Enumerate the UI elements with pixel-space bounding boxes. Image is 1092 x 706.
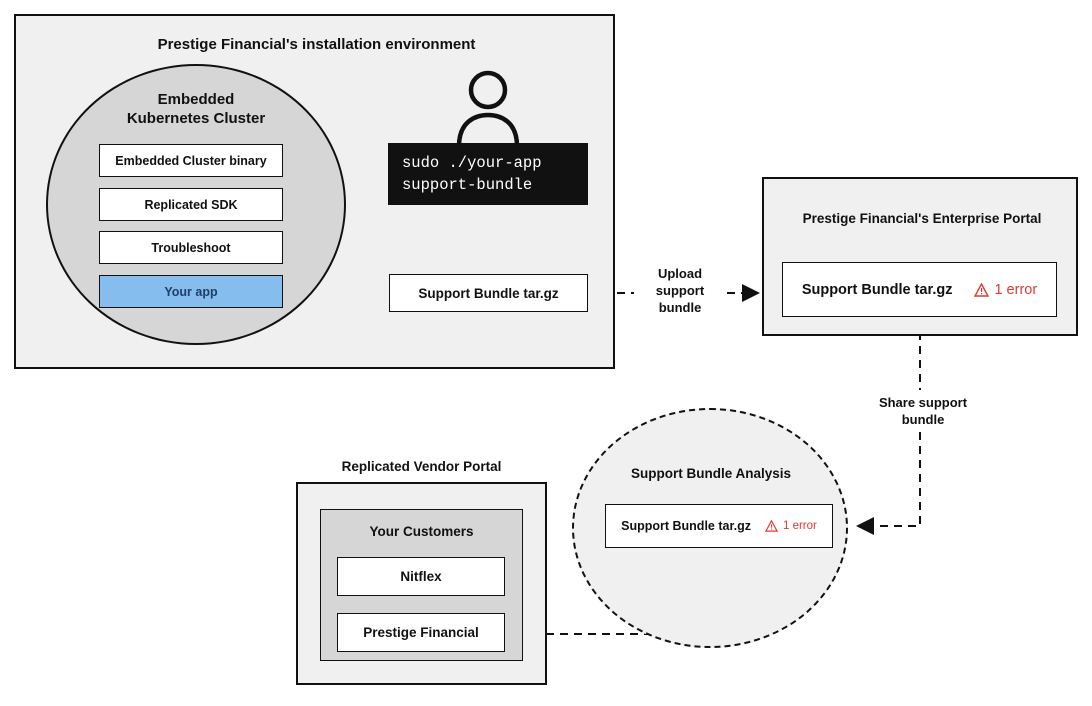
analysis-bundle-row <box>605 504 833 548</box>
customer-prestige-financial: Prestige Financial <box>337 613 505 652</box>
warning-triangle-icon <box>765 520 778 532</box>
cluster-title-line2: Kubernetes Cluster <box>126 110 266 127</box>
replicated-sdk-box: Replicated SDK <box>99 188 283 221</box>
support-bundle-file-box: Support Bundle tar.gz <box>389 274 588 312</box>
terminal-command <box>388 143 588 205</box>
enterprise-portal-error-text: 1 error <box>994 281 1038 298</box>
installation-environment-title: Prestige Financial's installation environment <box>157 36 476 53</box>
vendor-portal-title: Replicated Vendor Portal <box>341 459 502 474</box>
your-customers-title: Your Customers <box>369 524 474 539</box>
embedded-cluster-binary-box: Embedded Cluster binary <box>99 144 283 177</box>
cluster-title <box>96 90 296 128</box>
analysis-bundle-label: Support Bundle tar.gz <box>621 519 751 533</box>
cluster-title-line1: Embedded <box>157 91 235 108</box>
warning-triangle-icon <box>974 283 989 297</box>
enterprise-portal-error <box>974 282 1037 298</box>
support-bundle-analysis-title: Support Bundle Analysis <box>630 466 792 481</box>
enterprise-portal-title: Prestige Financial's Enterprise Portal <box>802 211 1042 226</box>
user-icon <box>455 70 521 146</box>
customer-nitflex: Nitflex <box>337 557 505 596</box>
analysis-error <box>765 520 817 532</box>
terminal-line-2: support-bundle <box>402 176 533 194</box>
analysis-error-text: 1 error <box>782 520 817 532</box>
your-app-box: Your app <box>99 275 283 308</box>
share-support-bundle-label: Share support bundle <box>878 395 968 427</box>
troubleshoot-box: Troubleshoot <box>99 231 283 264</box>
enterprise-portal-bundle-label: Support Bundle tar.gz <box>801 281 953 298</box>
upload-support-bundle-label: Upload support bundle <box>655 266 705 315</box>
terminal-line-1: sudo ./your-app <box>402 154 542 172</box>
enterprise-portal-bundle-row <box>782 262 1057 317</box>
